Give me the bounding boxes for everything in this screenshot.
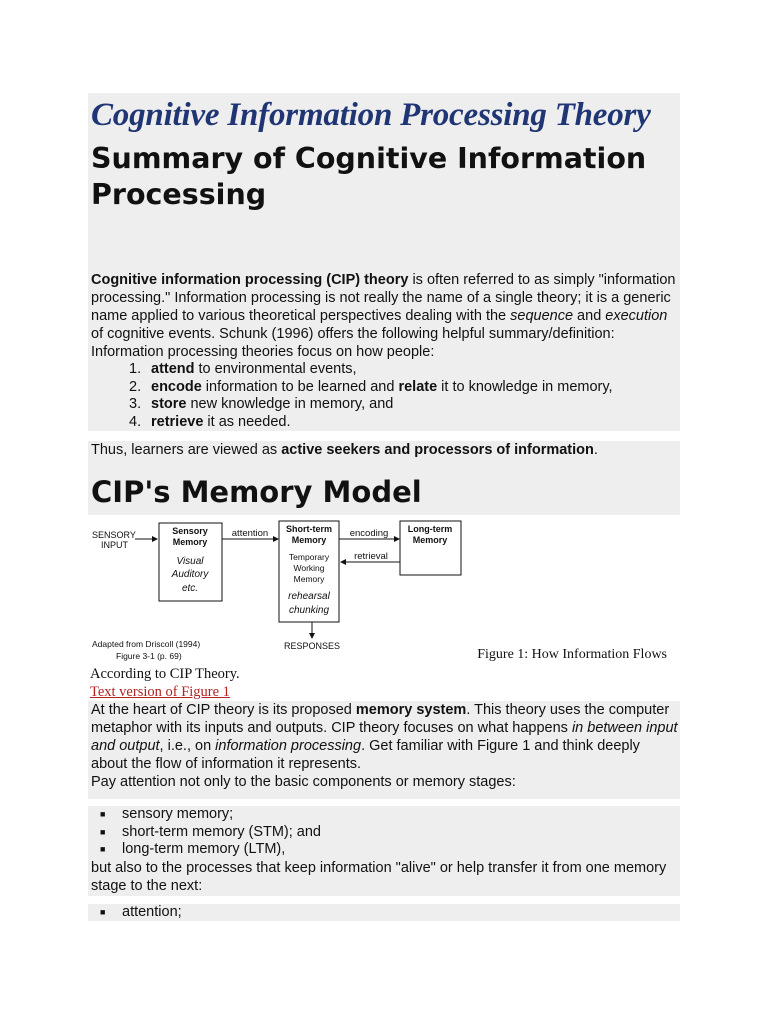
heart-text: . This theory uses the computer metaphor with its inputs and outputs. CIP theory focuses on what happens [91,702,670,736]
arrow-head [273,536,279,542]
list-number: 2. [129,378,142,395]
summary-heading: Summary of Cognitive Information Processing [91,142,647,211]
memory-heading: CIP's Memory Model [91,475,422,509]
according-line: According to CIP Theory. [90,666,240,682]
figure-caption: Figure 1: How Information Flows [477,647,667,662]
arrow-head [340,559,346,565]
encoding-label: encoding [349,528,389,539]
list-item [91,379,680,397]
memory-band [88,441,680,515]
intro-text-1: is often referred to as simply "information processing." Information processing is not really the name of a single theory; it is a generic name applied to various theoretical perspectives dealing with the [91,272,676,324]
process-text: attention; [122,903,182,920]
stm-item: Working [293,563,325,573]
stm-process: rehearsal [288,591,330,602]
thus-line [91,441,680,459]
sensory-item: Visual [176,556,204,567]
step-text: to environmental events, [194,361,357,377]
steps-list [91,361,680,431]
memory-model-figure [88,515,680,665]
thus-text: Thus, learners are viewed as [91,442,282,458]
bullet-icon: ■ [100,826,106,837]
stages-band [88,806,680,896]
intro-text-2: of cognitive events. Schunk (1996) offers the following helpful summary/definition: [91,326,615,342]
sensory-memory-title: Memory [172,537,208,547]
heart-italic: information processing [215,738,362,754]
stage-text: sensory memory; [122,806,234,822]
step-keyword: encode [151,378,202,395]
sequence-word: sequence [510,308,574,324]
document-page [88,93,680,921]
heart-band [88,701,680,799]
focus-line: Information processing theories focus on how people: [91,344,435,360]
arrow-head [309,633,315,639]
list-item [91,904,680,922]
bullet-icon: ■ [100,809,106,819]
processes-list [91,904,680,922]
sensory-input-label: INPUT [101,540,128,550]
pay-attention-line: Pay attention not only to the basic components or memory stages: [91,774,516,790]
sensory-memory-title: Sensory [172,526,208,536]
list-item [91,361,680,379]
responses-label: RESPONSES [283,641,341,651]
step-keyword: retrieve [151,413,204,430]
list-number: 3. [129,396,142,412]
stm-title: Short-term [285,524,333,534]
adapted-note: Adapted from Driscoll (1994) [92,639,201,649]
arrow-head [152,536,158,542]
but-also-line: but also to the processes that keep information "alive" or help transfer it from one memory stage to the next: [91,859,667,894]
list-item [91,841,680,859]
list-item [91,806,680,824]
memory-diagram [88,515,680,665]
list-number: 4. [129,413,142,430]
list-item [91,824,680,842]
step-text: new knowledge in memory, and [186,396,394,412]
stages-list [91,806,680,859]
thus-end: . [593,442,598,458]
ltm-title: Long-term [407,524,453,534]
step-text: information to be learned and [201,378,399,395]
adapted-note: Figure 3-1 (p. 69) [116,651,182,661]
heart-text: , i.e., on [159,738,216,754]
stage-text: short-term memory (STM); and [122,823,321,840]
and-word: and [573,308,606,324]
bullet-icon: ■ [100,844,106,854]
spacer [88,431,680,441]
spacer [88,799,680,806]
step-keyword: attend [151,361,195,377]
heart-italic: in between input and output [91,720,678,754]
retrieval-label: retrieval [354,551,388,562]
page-title: Cognitive Information Processing Theory [91,97,651,133]
spacer [88,896,680,904]
ltm-title: Memory [412,535,448,545]
step-keyword: store [151,396,187,412]
sensory-item: Auditory [171,569,209,580]
thus-bold: active seekers and processors of information [281,442,594,458]
stm-item: Memory [293,574,325,584]
title-band [88,93,680,431]
heart-paragraph [91,701,680,773]
heart-text: . Get familiar with Figure 1 and think deeply about the flow of information it represents. [91,738,640,772]
cip-term: Cognitive information processing (CIP) theory [91,272,409,288]
heart-text: At the heart of CIP theory is its proposed [91,702,356,718]
execution-word: execution [605,308,668,324]
sensory-input-label: SENSORY [92,530,136,540]
sensory-item: etc. [181,583,199,594]
text-version-link[interactable]: Text version of Figure 1 [90,684,230,700]
step-text: it to knowledge in memory, [437,378,613,395]
attention-label: attention [231,528,269,539]
processes-band [88,904,680,922]
bullet-icon: ■ [100,906,106,917]
step-text: it as needed. [203,413,291,430]
stm-process: chunking [288,605,330,616]
arrow-head [394,536,400,542]
list-number: 1. [129,361,142,377]
list-item [91,414,680,432]
stm-title: Memory [291,535,327,545]
memory-system-term: memory system [355,702,467,718]
step-keyword: relate [398,378,438,395]
stage-text: long-term memory (LTM), [122,841,286,857]
list-item [91,396,680,414]
intro-paragraph [91,271,680,343]
stm-item: Temporary [288,552,330,562]
